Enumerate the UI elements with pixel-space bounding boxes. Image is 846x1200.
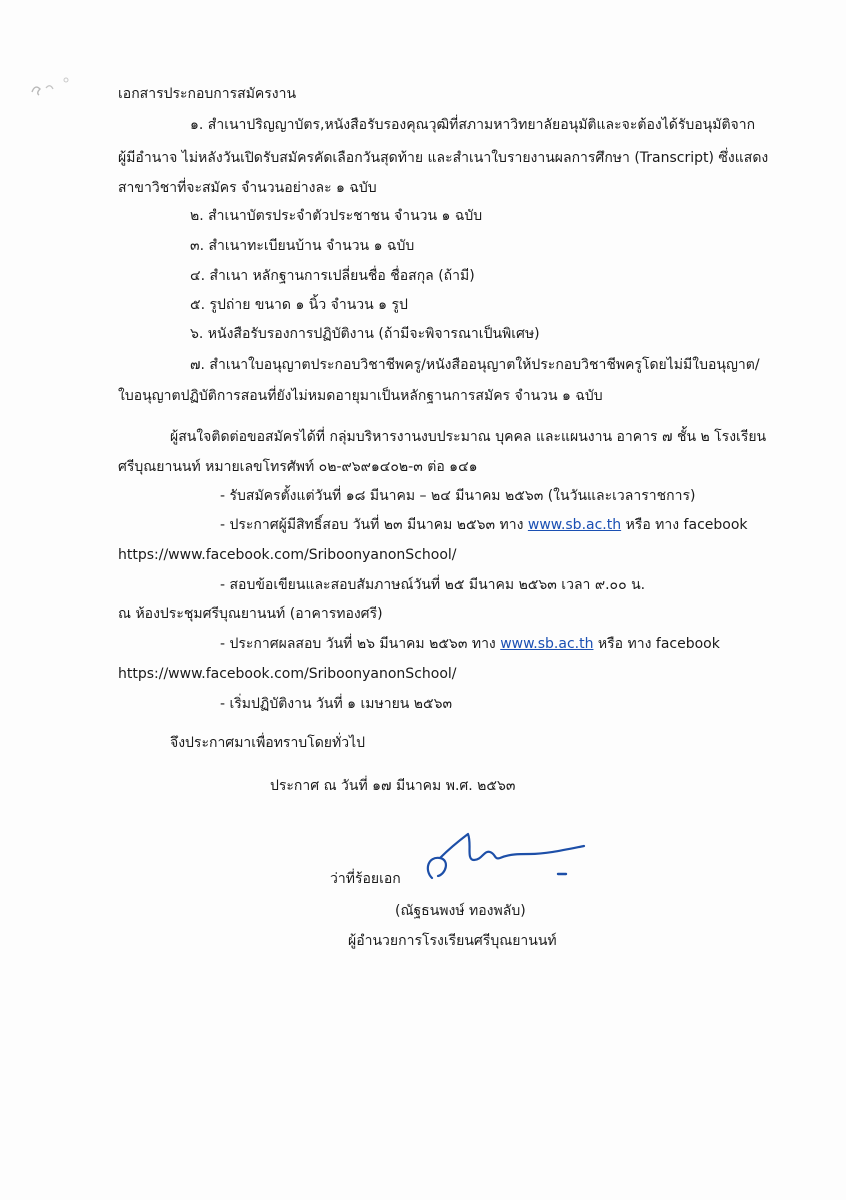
item-1-line-1: ๑. สำเนาปริญญาบัตร,หนังสือรับรองคุณวุฒิที่สภามหาวิทยาลัยอนุมัติและจะต้องได้รับอนุมัติจาก [190, 117, 756, 133]
item-4: ๔. สำเนา หลักฐานการเปลี่ยนชื่อ ชื่อสกุล (ถ้ามี) [190, 268, 475, 284]
contact-line-2: ศรีบุณยานนท์ หมายเลขโทรศัพท์ ๐๒-๙๖๙๑๔๐๒-๓ ต่อ ๑๔๑ [118, 459, 478, 475]
schedule-exam: - สอบข้อเขียนและสอบสัมภาษณ์วันที่ ๒๕ มีนาคม ๒๕๖๓ เวลา ๙.๐๐ น. [220, 577, 646, 593]
announce-result-suffix: หรือ ทาง facebook [593, 636, 720, 652]
contact-line-1: ผู้สนใจติดต่อขอสมัครได้ที่ กลุ่มบริหารงานงบประมาณ บุคคล และแผนงาน อาคาร ๗ ชั้น ๒ โรงเรียน [170, 429, 767, 445]
item-2: ๒. สำเนาบัตรประจำตัวประชาชน จำนวน ๑ ฉบับ [190, 208, 483, 224]
item-7-line-1: ๗. สำเนาใบอนุญาตประกอบวิชาชีพครู/หนังสืออนุญาตให้ประกอบวิชาชีพครูโดยไม่มีใบอนุญาต/ [190, 357, 760, 373]
announce-eligible-text: - ประกาศผู้มีสิทธิ์สอบ วันที่ ๒๓ มีนาคม ๒๕๖๓ ทาง [220, 517, 528, 533]
item-6: ๖. หนังสือรับรองการปฏิบัติงาน (ถ้ามีจะพิจารณาเป็นพิเศษ) [190, 326, 540, 342]
item-7-line-2: ใบอนุญาตปฏิบัติการสอนที่ยังไม่หมดอายุมาเป็นหลักฐานการสมัคร จำนวน ๑ ฉบับ [118, 388, 603, 404]
schedule-exam-venue: ณ ห้องประชุมศรีบุณยานนท์ (อาคารทองศรี) [118, 606, 383, 622]
signer-title: ผู้อำนวยการโรงเรียนศรีบุณยานนท์ [348, 933, 557, 949]
item-3: ๓. สำเนาทะเบียนบ้าน จำนวน ๑ ฉบับ [190, 238, 415, 254]
facebook-url-2: https://www.facebook.com/SriboonyanonSchool/ [118, 666, 457, 682]
item-1-line-2: ผู้มีอำนาจ ไม่หลังวันเปิดรับสมัครคัดเลือกวันสุดท้าย และสำเนาใบรายงานผลการศึกษา (Transcript) ซึ่งแสดง [118, 150, 769, 166]
school-website-link[interactable]: www.sb.ac.th [527, 517, 622, 533]
signature-image [418, 820, 598, 890]
schedule-announce-eligible [220, 515, 748, 535]
section-heading: เอกสารประกอบการสมัครงาน [118, 86, 297, 102]
corner-pencil-mark [26, 74, 86, 100]
announcement-date: ประกาศ ณ วันที่ ๑๗ มีนาคม พ.ศ. ๒๕๖๓ [270, 778, 516, 794]
signer-name: (ณัฐธนพงษ์ ทองพลับ) [395, 903, 526, 919]
school-website-link-2[interactable]: www.sb.ac.th [500, 636, 594, 652]
announce-result-text: - ประกาศผลสอบ วันที่ ๒๖ มีนาคม ๒๕๖๓ ทาง [220, 636, 501, 652]
facebook-url-1: https://www.facebook.com/SriboonyanonSchool/ [118, 547, 457, 563]
item-5: ๕. รูปถ่าย ขนาด ๑ นิ้ว จำนวน ๑ รูป [190, 297, 408, 313]
item-1-line-3: สาขาวิชาที่จะสมัคร จำนวนอย่างละ ๑ ฉบับ [118, 180, 377, 196]
schedule-apply: - รับสมัครตั้งแต่วันที่ ๑๘ มีนาคม – ๒๔ มีนาคม ๒๕๖๓ (ในวันและเวลาราชการ) [220, 488, 696, 504]
signer-rank: ว่าที่ร้อยเอก [330, 871, 401, 887]
schedule-start-work: - เริ่มปฏิบัติงาน วันที่ ๑ เมษายน ๒๕๖๓ [220, 696, 453, 712]
schedule-announce-result [220, 634, 720, 654]
closing-statement: จึงประกาศมาเพื่อทราบโดยทั่วไป [170, 735, 366, 751]
announce-eligible-suffix: หรือ ทาง facebook [621, 517, 748, 533]
